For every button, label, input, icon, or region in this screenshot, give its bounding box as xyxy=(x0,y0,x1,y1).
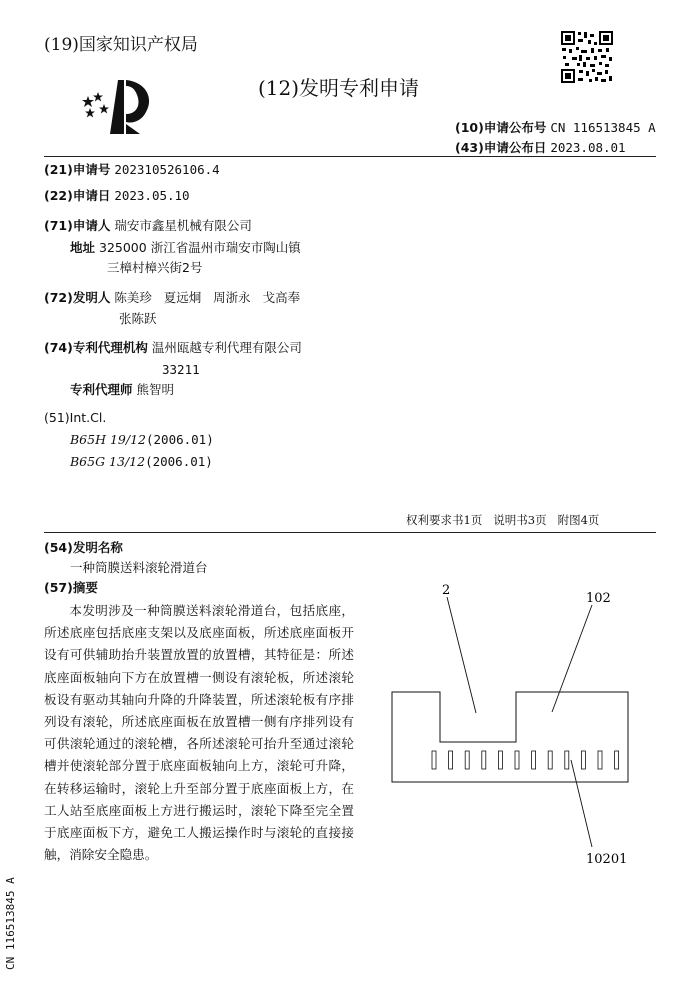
roller-slot xyxy=(482,751,486,769)
publication-date-label: (43)申请公布日 xyxy=(455,140,547,155)
base-panel-outline xyxy=(392,692,628,782)
roller-slot xyxy=(465,751,469,769)
roller-slot xyxy=(449,751,453,769)
figure-label-102: 102 xyxy=(586,591,611,606)
abstract-figure xyxy=(380,580,660,880)
publication-date: 2023.08.01 xyxy=(550,140,626,155)
ipc-code: B65H 19/12 xyxy=(70,432,146,447)
publication-number: CN 116513845 A xyxy=(550,120,656,135)
roller-slot xyxy=(432,751,436,769)
abstract-text: 本发明涉及一种筒膜送料滚轮滑道台，包括底座，所述底座包括底座支架以及底座面板，所述底座面板开设有可供辅助抬升装置放置的放置槽，其特征是：所述底座面板轴向下方在放置槽一侧设有滚轮板，所述滚轮板设有驱动其轴向升降的升降装置，所述滚轮板有序排列设有滚轮，所述底座面板在放置槽一侧有序排列设有可供滚轮通过的滚轮槽，各所述滚轮可抬升至通过滚轮槽并使滚轮部分置于底座面板轴向上方，滚轮可升降，在转移运输时，滚轮上升至部分置于底座面板上方，在工人站至底座面板上方进行搬运时，滚轮下降至完全置于底座面板下方，避免工人搬运操作时与滚轮的直接接触，消除安全隐患。 xyxy=(44,603,354,863)
figure-label-10201: 10201 xyxy=(586,852,628,867)
roller-slot xyxy=(581,751,585,769)
roller-slots xyxy=(432,751,619,769)
applicant: 瑞安市鑫星机械有限公司 xyxy=(114,218,252,233)
leader-10201 xyxy=(571,760,592,847)
qr-code xyxy=(560,30,614,84)
agent-row xyxy=(70,380,174,400)
address-line-1: 325000 浙江省温州市瑞安市陶山镇 xyxy=(99,240,301,255)
agent: 熊智明 xyxy=(136,382,175,397)
roller-slot xyxy=(548,751,552,769)
agency-row xyxy=(44,338,302,358)
ipc-row-2 xyxy=(70,452,213,472)
filing-date-row xyxy=(44,186,190,206)
inventors-line-1: 陈美珍 夏远炯 周浙永 戈高奉 xyxy=(114,290,301,305)
publication-number-label: (10)申请公布号 xyxy=(455,120,547,135)
roller-slot xyxy=(515,751,519,769)
ipc-label: (51)Int.Cl. xyxy=(44,410,107,425)
filing-date-label: (22)申请日 xyxy=(44,188,111,203)
leader-2 xyxy=(447,597,476,713)
application-number: 202310526106.4 xyxy=(114,162,220,177)
header-divider xyxy=(44,156,656,157)
document-type: (12)发明专利申请 xyxy=(258,76,420,100)
applicant-row xyxy=(44,216,252,236)
pages-info: 权利要求书1页 说明书3页 附图4页 xyxy=(406,513,600,527)
ipc-code: B65G 13/12 xyxy=(70,454,146,469)
ipc-row-1 xyxy=(70,430,214,450)
inventors-row xyxy=(44,288,300,308)
abstract xyxy=(44,600,354,866)
ipc-version: (2006.01) xyxy=(145,454,213,469)
section-divider xyxy=(44,532,656,533)
application-number-label: (21)申请号 xyxy=(44,162,111,177)
side-publication-number: CN 116513845 A xyxy=(4,877,17,970)
figure-label-2: 2 xyxy=(442,583,451,598)
application-number-row xyxy=(44,160,220,180)
roller-slot xyxy=(565,751,569,769)
agency-code: 33211 xyxy=(162,362,200,377)
abstract-label: (57)摘要 xyxy=(44,580,98,595)
publication-number-row xyxy=(455,118,656,136)
roller-slot xyxy=(532,751,536,769)
address-row xyxy=(70,238,301,258)
inventors-line-2: 张陈跃 xyxy=(119,311,157,326)
ipc-version: (2006.01) xyxy=(146,432,214,447)
agency: 温州瓯越专利代理有限公司 xyxy=(151,340,302,355)
cnipa-logo xyxy=(80,78,155,136)
inventors-label: (72)发明人 xyxy=(44,290,111,305)
address-line-2: 三樟村樟兴街2号 xyxy=(107,260,203,275)
issuing-office: (19)国家知识产权局 xyxy=(44,35,198,55)
address-label: 地址 xyxy=(70,240,96,255)
agent-label: 专利代理师 xyxy=(70,382,133,397)
invention-title: 一种筒膜送料滚轮滑道台 xyxy=(70,560,208,575)
agency-label: (74)专利代理机构 xyxy=(44,340,148,355)
filing-date: 2023.05.10 xyxy=(114,188,190,203)
title-label: (54)发明名称 xyxy=(44,540,123,555)
leader-102 xyxy=(552,605,592,712)
roller-slot xyxy=(498,751,502,769)
roller-slot xyxy=(615,751,619,769)
roller-slot xyxy=(598,751,602,769)
applicant-label: (71)申请人 xyxy=(44,218,111,233)
publication-date-row xyxy=(455,138,626,156)
